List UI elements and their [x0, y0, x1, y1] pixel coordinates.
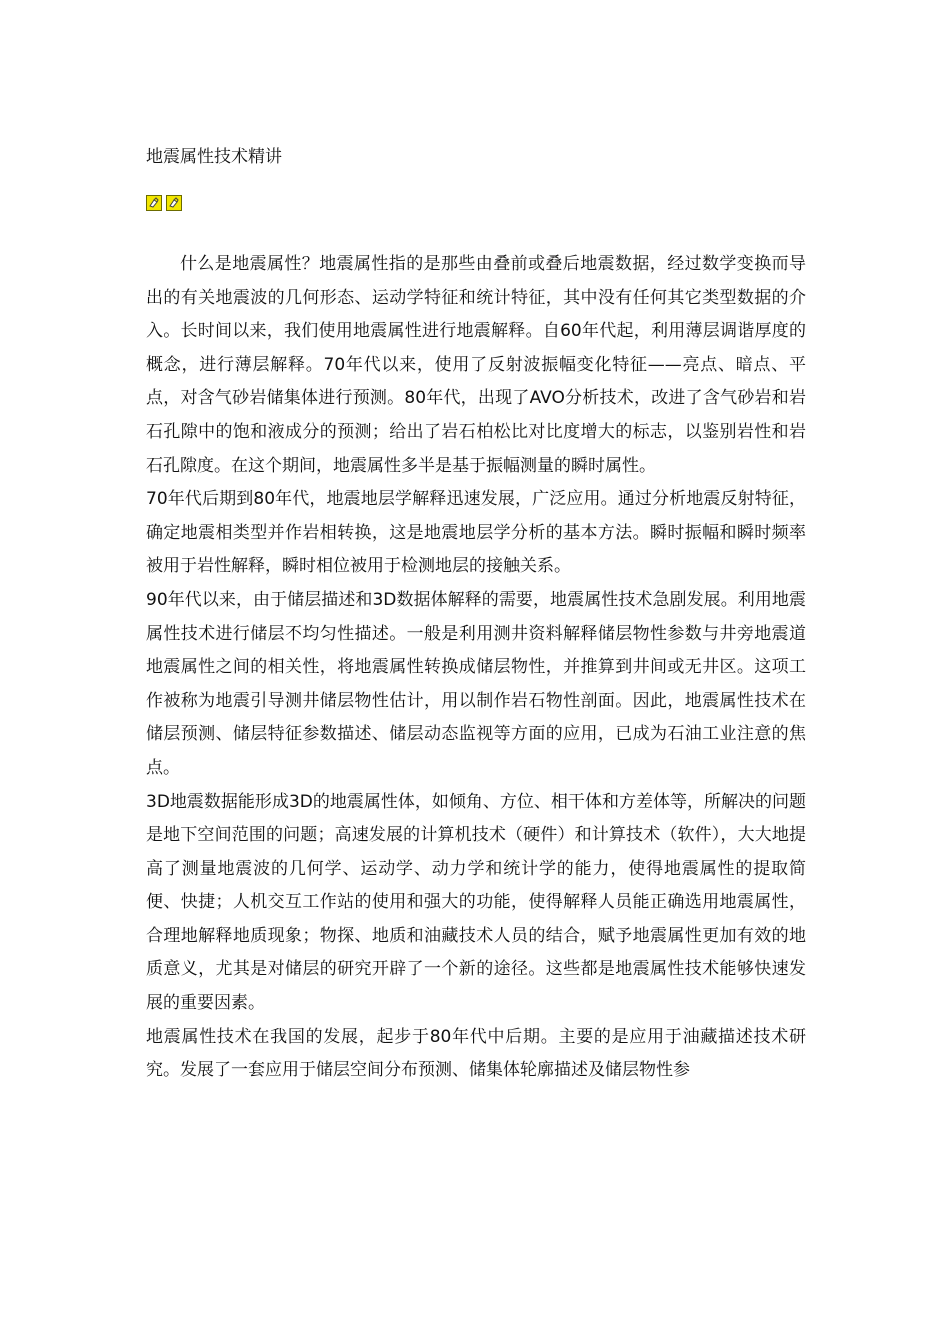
- paragraph-1: 什么是地震属性？地震属性指的是那些由叠前或叠后地震数据，经过数学变换而导出的有关地震波的几何形态、运动学特征和统计特征，其中没有任何其它类型数据的介入。长时间以来，我们使用地震属性进行地震解释。自60年代起，利用薄层调谐厚度的概念，进行薄层解释。70年代以来，使用了反射波振幅变化特征——亮点、暗点、平点，对含气砂岩储集体进行预测。80年代，出现了AVO分析技术，改进了含气砂岩和岩石孔隙中的饱和液成分的预测；给出了岩石柏松比对比度增大的标志，以鉴别岩性和岩石孔隙度。在这个期间，地震属性多半是基于振幅测量的瞬时属性。: [146, 254, 806, 476]
- paragraph-5: 地震属性技术在我国的发展，起步于80年代中后期。主要的是应用于油藏描述技术研究。发展了一套应用于储层空间分布预测、储集体轮廓描述及储层物性参: [146, 1026, 806, 1081]
- document-title: 地震属性技术精讲: [146, 147, 282, 167]
- document-link-icon[interactable]: [166, 195, 182, 211]
- document-link-icon[interactable]: [146, 195, 162, 211]
- paragraph-2: 70年代后期到80年代，地震地层学解释迅速发展，广泛应用。通过分析地震反射特征，确定地震相类型并作岩相转换，这是地震地层学分析的基本方法。瞬时振幅和瞬时频率被用于岩性解释，瞬时相位被用于检测地层的接触关系。: [146, 489, 806, 577]
- icon-row: [146, 195, 182, 213]
- paragraph-3: 90年代以来，由于储层描述和3D数据体解释的需要，地震属性技术急剧发展。利用地震属性技术进行储层不均匀性描述。一般是利用测井资料解释储层物性参数与井旁地震道地震属性之间的相关性，将地震属性转换成储层物性，并推算到井间或无井区。这项工作被称为地震引导测井储层物性估计，用以制作岩石物性剖面。因此，地震属性技术在储层预测、储层特征参数描述、储层动态监视等方面的应用，已成为石油工业注意的焦点。: [146, 589, 806, 778]
- document-body: [146, 248, 806, 1088]
- paragraph-4: 3D地震数据能形成3D的地震属性体，如倾角、方位、相干体和方差体等，所解决的问题是地下空间范围的问题；高速发展的计算机技术（硬件）和计算技术（软件），大大地提高了测量地震波的几何学、运动学、动力学和统计学的能力，使得地震属性的提取简便、快捷；人机交互工作站的使用和强大的功能，使得解释人员能正确选用地震属性，合理地解释地质现象；物探、地质和油藏技术人员的结合，赋予地震属性更加有效的地质意义，尤其是对储层的研究开辟了一个新的途径。这些都是地震属性技术能够快速发展的重要因素。: [146, 791, 806, 1014]
